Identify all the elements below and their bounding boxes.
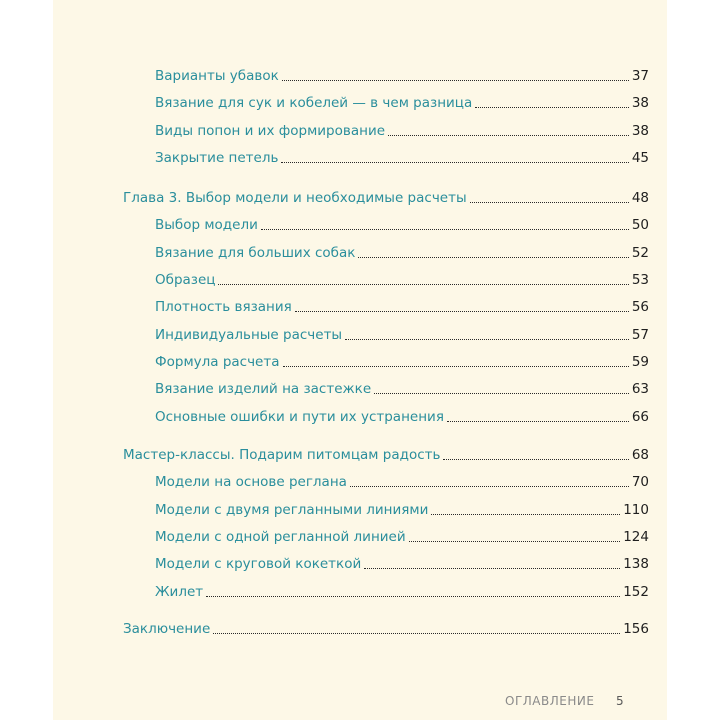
toc-entry-title: Формула расчета bbox=[155, 354, 280, 370]
toc-entry bbox=[155, 216, 649, 234]
dot-leader bbox=[470, 202, 629, 203]
toc-entry-title: Индивидуальные расчеты bbox=[155, 327, 343, 343]
toc-entry-title: Мастер-классы. Подарим питомцам радость bbox=[123, 447, 441, 463]
toc-entry-title: Виды попон и их формирование bbox=[155, 123, 386, 139]
toc-entry-title: Выбор модели bbox=[155, 217, 258, 233]
toc-entry-page: 53 bbox=[631, 272, 649, 288]
dot-leader bbox=[283, 366, 629, 367]
toc-entry-page: 63 bbox=[631, 381, 649, 397]
toc-entry-title: Жилет bbox=[155, 584, 204, 600]
toc-chapter-entry bbox=[123, 189, 649, 207]
dot-leader bbox=[213, 633, 620, 634]
dot-leader bbox=[281, 162, 628, 163]
toc-entry-page: 50 bbox=[631, 217, 649, 233]
dot-leader bbox=[345, 339, 629, 340]
toc-entry-page: 38 bbox=[631, 95, 649, 111]
toc-entry bbox=[155, 326, 649, 344]
toc-entry bbox=[155, 501, 649, 519]
toc-entry-title: Модели с круговой кокеткой bbox=[155, 556, 362, 572]
toc-entry bbox=[155, 122, 649, 140]
toc-entry-title: Вязание изделий на застежке bbox=[155, 381, 372, 397]
toc-chapter-entry bbox=[123, 446, 649, 464]
toc-entry-title: Вязание для больших собак bbox=[155, 245, 356, 261]
toc-entry-page: 48 bbox=[631, 190, 649, 206]
toc-entry bbox=[155, 271, 649, 289]
toc-entry-title: Модели на основе реглана bbox=[155, 474, 347, 490]
toc-entry-page: 68 bbox=[631, 447, 649, 463]
toc-entry-title: Заключение bbox=[123, 621, 211, 637]
toc-entry bbox=[155, 583, 649, 601]
toc-entry bbox=[155, 244, 649, 262]
toc-entry bbox=[155, 528, 649, 546]
page-footer bbox=[53, 694, 667, 712]
dot-leader bbox=[364, 568, 620, 569]
toc-entry-page: 124 bbox=[623, 529, 649, 545]
toc-entry-page: 70 bbox=[631, 474, 649, 490]
toc-entry-page: 52 bbox=[631, 245, 649, 261]
toc-entry bbox=[155, 473, 649, 491]
dot-leader bbox=[447, 421, 629, 422]
dot-leader bbox=[261, 229, 629, 230]
toc-entry-page: 66 bbox=[631, 409, 649, 425]
dot-leader bbox=[295, 311, 629, 312]
toc-entry-page: 110 bbox=[623, 502, 649, 518]
toc-entry-title: Основные ошибки и пути их устранения bbox=[155, 409, 444, 425]
dot-leader bbox=[218, 284, 628, 285]
footer-page-number: 5 bbox=[616, 694, 624, 708]
toc-entry-page: 45 bbox=[631, 150, 649, 166]
toc-entry bbox=[155, 353, 649, 371]
toc-entry-page: 156 bbox=[623, 621, 649, 637]
dot-leader bbox=[350, 486, 629, 487]
dot-leader bbox=[431, 514, 620, 515]
dot-leader bbox=[475, 107, 629, 108]
toc-entry-page: 59 bbox=[631, 354, 649, 370]
toc-entry-page: 56 bbox=[631, 299, 649, 315]
dot-leader bbox=[206, 596, 620, 597]
toc-entry-title: Модели с двумя регланными линиями bbox=[155, 502, 429, 518]
toc-chapter-entry bbox=[123, 620, 649, 638]
toc-entry bbox=[155, 67, 649, 85]
toc-entry-title: Образец bbox=[155, 272, 216, 288]
dot-leader bbox=[388, 135, 629, 136]
toc-entry bbox=[155, 94, 649, 112]
toc-entry-page: 152 bbox=[623, 584, 649, 600]
toc-entry-page: 37 bbox=[631, 68, 649, 84]
toc-entry-page: 138 bbox=[623, 556, 649, 572]
table-of-contents bbox=[53, 0, 667, 720]
dot-leader bbox=[443, 459, 628, 460]
dot-leader bbox=[374, 393, 629, 394]
toc-entry-page: 57 bbox=[631, 327, 649, 343]
toc-entry-title: Плотность вязания bbox=[155, 299, 292, 315]
toc-entry bbox=[155, 298, 649, 316]
toc-entry bbox=[155, 149, 649, 167]
dot-leader bbox=[282, 80, 629, 81]
footer-section-title: ОГЛАВЛЕНИЕ bbox=[505, 694, 595, 708]
book-page bbox=[53, 0, 667, 720]
toc-entry-title: Закрытие петель bbox=[155, 150, 279, 166]
toc-entry bbox=[155, 408, 649, 426]
dot-leader bbox=[358, 257, 628, 258]
toc-entry-title: Модели с одной регланной линией bbox=[155, 529, 406, 545]
dot-leader bbox=[409, 541, 621, 542]
toc-entry bbox=[155, 555, 649, 573]
toc-entry-title: Глава 3. Выбор модели и необходимые расчеты bbox=[123, 190, 467, 206]
toc-entry-title: Варианты убавок bbox=[155, 68, 279, 84]
toc-entry-page: 38 bbox=[631, 123, 649, 139]
toc-entry-title: Вязание для сук и кобелей — в чем разница bbox=[155, 95, 473, 111]
toc-entry bbox=[155, 380, 649, 398]
